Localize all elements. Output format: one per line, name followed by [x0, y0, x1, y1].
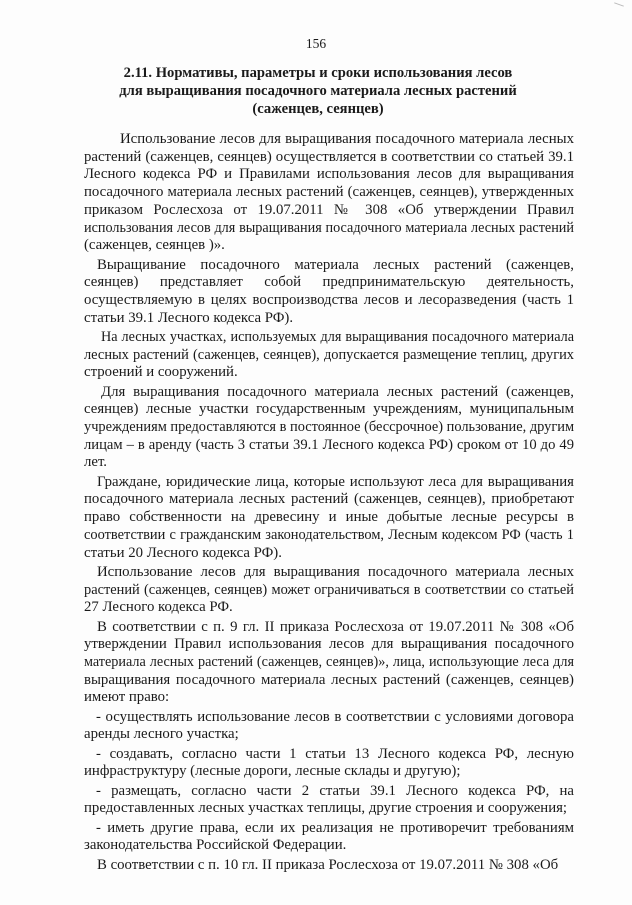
- text-line: статьи 39.1 Лесного кодекса РФ).: [84, 309, 294, 326]
- text-line: материала лесных растений (саженцев, сеянцев)», лица, использующие леса для: [84, 653, 574, 670]
- paragraph: [84, 746, 574, 781]
- text-line: лицам – в аренду (часть 3 статьи 39.1 Лесного кодекса РФ) сроком от 10 до 49: [84, 436, 574, 453]
- text-line: использования лесов для выращивания посадочного материала лесных растений: [84, 219, 574, 236]
- text-line: имеют право:: [84, 689, 170, 706]
- text-line: утверждении Правил использования лесов для выращивания посадочного: [84, 636, 574, 653]
- paragraph: [84, 257, 574, 328]
- text-line: В соответствии с п. 10 гл. II приказа Рослесхоза от 19.07.2011 № 308 «Об: [97, 856, 559, 873]
- text-line: растений (саженцев, сеянцев) осуществляется в соответствии со статьей 39.1: [84, 148, 574, 165]
- paragraph: [84, 384, 574, 473]
- scan-mark: [614, 2, 624, 6]
- text-line: инфраструктуру (лесные дороги, лесные склады и другую);: [84, 763, 461, 780]
- text-line: посадочного материала лесных растений (саженцев, сеянцев), приобретают: [84, 491, 574, 508]
- text-line: лесных растений (саженцев, сеянцев), допускается размещение теплиц, других: [84, 346, 574, 363]
- heading-line: (саженцев, сеянцев): [252, 101, 384, 117]
- paragraph: [84, 783, 574, 818]
- text-line: посадочного материала лесных растений (саженцев, сеянцев), утвержденных: [84, 184, 574, 201]
- heading-line: для выращивания посадочного материала лесных растений: [119, 83, 517, 99]
- text-line: На лесных участках, используемых для выращивания посадочного материала: [101, 328, 574, 345]
- text-line: Для выращивания посадочного материала лесных растений (саженцев,: [101, 383, 574, 400]
- paragraph: [84, 329, 574, 382]
- text-line: лет.: [84, 454, 108, 471]
- text-line: растений (саженцев, сеянцев) может ограничиваться в соответствии со статьей: [84, 581, 574, 598]
- paragraph: [84, 857, 574, 875]
- paragraph: [84, 709, 574, 744]
- text-line: статьи 20 Лесного кодекса РФ).: [84, 544, 282, 561]
- text-line: Граждане, юридические лица, которые используют леса для выращивания: [97, 473, 574, 490]
- text-line: Использование лесов для выращивания посадочного материала лесных: [120, 131, 574, 147]
- text-line: право собственности на древесину и иные добытые лесные ресурсы в: [84, 509, 574, 526]
- text-line: приказом Рослесхоза от 19.07.2011 № 308 «Об утверждении Правил: [84, 201, 574, 218]
- text-line: Использование лесов для выращивания посадочного материала лесных: [97, 563, 574, 580]
- text-line: Выращивание посадочного материала лесных растений (саженцев,: [97, 256, 574, 273]
- text-line: - размещать, согласно части 2 статьи 39.1 Лесного кодекса РФ, на: [96, 782, 574, 799]
- text-line: аренды лесного участка;: [84, 726, 239, 743]
- text-line: учреждениям предоставляются в постоянное (бессрочное) пользование, другим: [84, 419, 575, 436]
- text-line: сеянцев) представляет собой предпринимательскую деятельность,: [84, 274, 574, 291]
- text-line: выращивания посадочного материала лесных растений (саженцев, сеянцев): [84, 671, 574, 688]
- text-line: В соответствии с п. 9 гл. II приказа Рослесхоза от 19.07.2011 № 308 «Об: [97, 618, 574, 635]
- paragraph: [84, 619, 574, 708]
- text-line: законодательства Российской Федерации.: [84, 837, 347, 854]
- paragraph: [84, 820, 574, 855]
- document-body: [84, 131, 574, 876]
- section-heading: [80, 64, 556, 118]
- heading-line: 2.11. Нормативы, параметры и сроки использования лесов: [123, 65, 513, 81]
- paragraph: [84, 564, 574, 617]
- text-line: 27 Лесного кодекса РФ.: [84, 599, 233, 616]
- text-line: - создавать, согласно части 1 статьи 13 Лесного кодекса РФ, лесную: [96, 745, 574, 762]
- text-line: - осуществлять использование лесов в соответствии с условиями договора: [96, 708, 574, 725]
- text-line: - иметь другие права, если их реализация не противоречит требованиям: [96, 819, 574, 836]
- text-line: предоставленных лесных участках теплицы, другие строения и сооружения;: [84, 800, 568, 817]
- paragraph: [84, 131, 574, 255]
- text-line: сеянцев) лесные участки государственным учреждениям, муниципальным: [84, 401, 574, 418]
- text-line: (саженцев, сеянцев )».: [84, 237, 225, 254]
- paragraph: [84, 474, 574, 563]
- text-line: осуществляемую в целях воспроизводства лесов и лесоразведения (часть 1: [84, 291, 574, 308]
- page-number: 156: [305, 36, 327, 51]
- text-line: Лесного кодекса РФ и Правилами использования лесов для выращивания: [84, 166, 574, 183]
- text-line: соответствии с гражданским законодательством, Лесным кодексом РФ (часть 1: [84, 526, 574, 543]
- text-line: строений и сооружений.: [84, 364, 238, 381]
